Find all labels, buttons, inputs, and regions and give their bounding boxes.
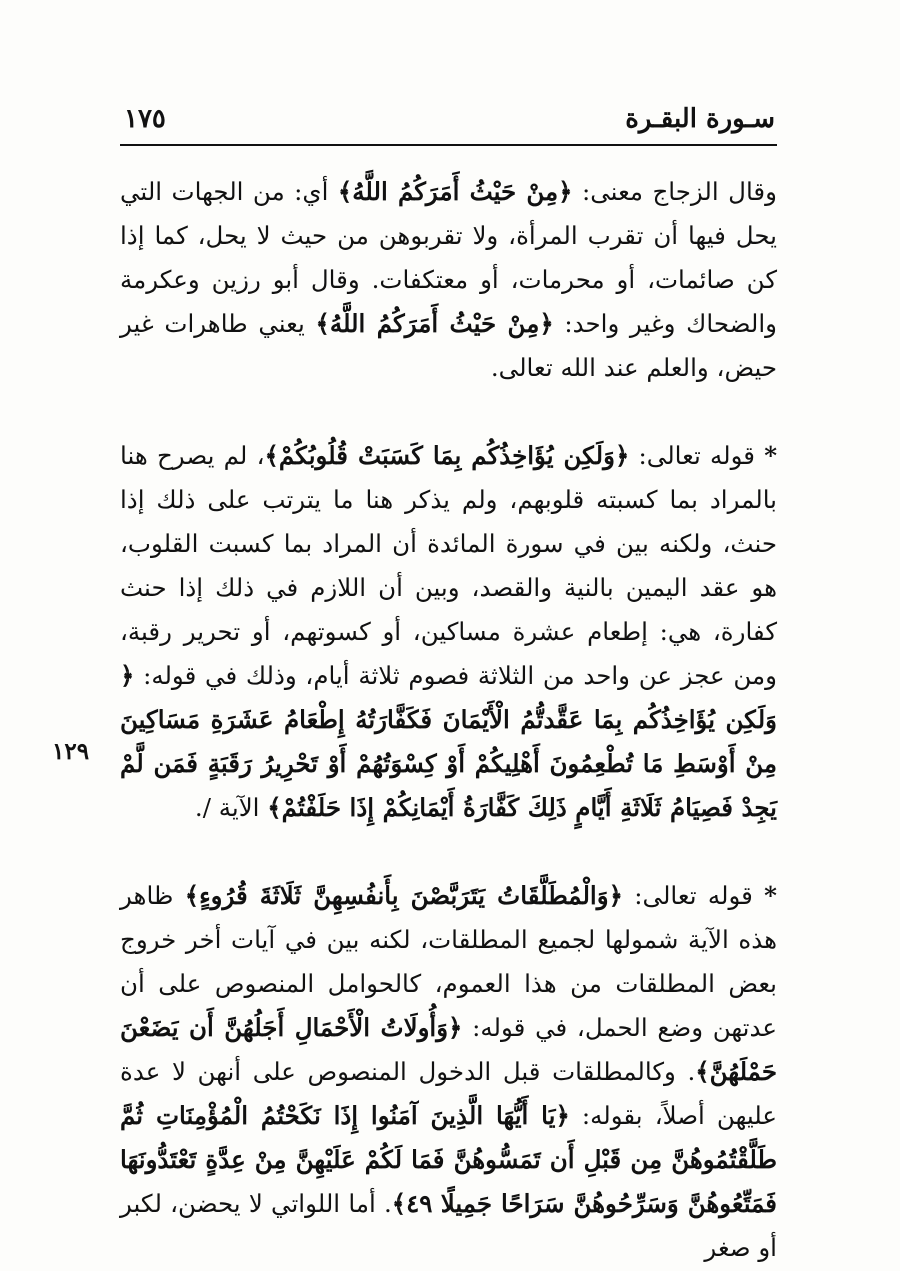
quran-close-bracket: ﴾ [337, 177, 353, 206]
surah-title: سـورة البقـرة [625, 104, 775, 134]
quran-close-bracket: ﴾ [184, 881, 200, 910]
quran-close-bracket: ﴾ [264, 441, 279, 470]
paragraph-oaths [120, 434, 777, 830]
paragraph-divorcees [120, 874, 777, 1270]
quran-quote: يَا أَيُّهَا الَّذِينَ آمَنُوا إِذَا نَكَحْتُمُ الْمُؤْمِنَاتِ ثُمَّ طَلَّقْتُمُوهُنَّ مِن قَبْلِ أَن تَمَسُّوهُنَّ فَمَا لَكُمْ عَلَيْهِنَّ مِنْ عِدَّةٍ تَعْتَدُّونَهَا فَمَتِّعُوهُنَّ وَسَرِّحُوهُنَّ سَرَاحًا جَمِيلًا [120, 1101, 778, 1218]
quran-open-bracket: ﴿ [448, 1013, 463, 1042]
page-number: ١٧٥ [124, 104, 166, 134]
paragraph-text: يعني طاهرات غير حيض، والعلم عند الله تعالى. [120, 309, 777, 382]
paragraph-intro: قوله تعالى: [638, 441, 755, 470]
verse-number: ٤٩ [406, 1189, 433, 1218]
paragraph-intro: قوله تعالى: [634, 881, 753, 910]
quran-close-bracket: ﴾ [267, 793, 282, 822]
paragraph-intro: وقال الزجاج معنى: [582, 177, 777, 206]
paragraph-zajjaj [120, 170, 777, 390]
quran-quote: وَالْمُطَلَّقَاتُ يَتَرَبَّصْنَ بِأَنفُسِهِنَّ ثَلَاثَةَ قُرُوءٍ [199, 881, 609, 910]
paragraph-text: . وكالمطلقات قبل الدخول المنصوص على أنهن لا عدة عليهن أصلاً، بقوله: [120, 1057, 777, 1130]
paragraph-text: ظاهر هذه الآية شمولها لجميع المطلقات، لكنه بين في آيات أخر خروج بعض المطلقات من هذا العموم، كالحوامل المنصوص على أن عدتهن وضع الحمل، في قوله: [120, 881, 777, 1042]
quran-quote: وَأُولَاتُ الْأَحْمَالِ أَجَلُهُنَّ أَن يَضَعْنَ حَمْلَهُنَّ [120, 1013, 777, 1086]
quran-quote: مِنْ حَيْثُ أَمَرَكُمُ اللَّهُ [352, 177, 559, 206]
quran-open-bracket: ﴿ [614, 441, 630, 470]
quran-open-bracket: ﴿ [539, 309, 554, 338]
quran-open-bracket: ﴿ [120, 661, 135, 690]
quran-quote: مِنْ حَيْثُ أَمَرَكُمُ اللَّهُ [329, 309, 540, 338]
quran-open-bracket: ﴿ [558, 177, 573, 206]
quran-close-bracket: ﴾ [391, 1189, 407, 1218]
section-star-marker: * [764, 441, 778, 470]
margin-page-reference: ١٢٩ [52, 738, 90, 765]
quran-quote: وَلَكِن يُؤَاخِذُكُم بِمَا عَقَّدتُّمُ الْأَيْمَانَ فَكَفَّارَتُهُ إِطْعَامُ عَشَرَةِ مَسَاكِينَ مِنْ أَوْسَطِ مَا تُطْعِمُونَ أَهْلِيكُمْ أَوْ كِسْوَتُهُمْ أَوْ تَحْرِيرُ رَقَبَةٍ فَمَن لَّمْ يَجِدْ فَصِيَامُ ثَلَاثَةِ أَيَّامٍ ذَلِكَ كَفَّارَةُ أَيْمَانِكُمْ إِذَا حَلَفْتُمْ [120, 705, 777, 822]
quran-quote: وَلَكِن يُؤَاخِذُكُم بِمَا كَسَبَتْ قُلُوبُكُمْ [278, 441, 615, 470]
quran-close-bracket: ﴾ [315, 309, 330, 338]
paragraph-text: الآية /. [194, 793, 260, 822]
page-body [120, 170, 777, 1270]
quran-close-bracket: ﴾ [695, 1057, 710, 1086]
paragraph-text: . أما اللواتي لا يحضن، لكبر أو صغر [120, 1189, 777, 1262]
page-header [120, 100, 777, 146]
paragraph-text: أي: من الجهات التي يحل فيها أن تقرب المرأة، ولا تقربوهن من حيث لا يحل، كما إذا كن صائمات، أو محرمات، أو معتكفات. وقال أبو رزين وعكرمة والضحاك وغير واحد: [120, 177, 777, 338]
paragraph-text: ، لم يصرح هنا بالمراد بما كسبته قلوبهم، ولم يذكر هنا ما يترتب على ذلك إذا حنث، ولكنه بين في سورة المائدة أن المراد بما كسبت القلوب، هو عقد اليمين بالنية والقصد، وبين أن اللازم في ذلك إذا حنث كفارة، هي: إطعام عشرة مساكين، أو كسوتهم، أو تحرير رقبة، ومن عجز عن واحد من الثلاثة فصوم ثلاثة أيام، وذلك في قوله: [120, 441, 777, 690]
section-star-marker: * [764, 881, 777, 910]
quran-open-bracket: ﴿ [608, 881, 623, 910]
quran-open-bracket: ﴿ [555, 1101, 570, 1130]
